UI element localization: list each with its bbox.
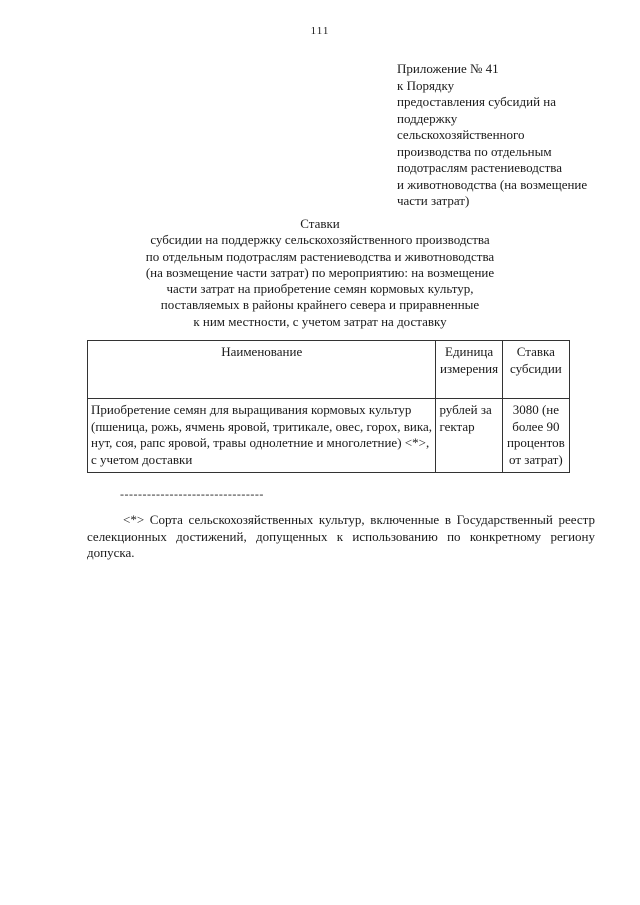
title-heading: Ставки xyxy=(300,216,340,231)
appendix-line: Приложение № 41 xyxy=(397,61,499,76)
appendix-line: производства по отдельным xyxy=(397,143,552,159)
header-name: Наименование xyxy=(88,341,436,399)
table-row xyxy=(88,399,570,473)
appendix-line: к Порядку xyxy=(397,77,455,93)
table-header-row xyxy=(88,341,570,399)
appendix-line: подотраслям растениеводства xyxy=(397,160,563,175)
appendix-reference xyxy=(397,61,612,210)
header-unit: Единица измерения xyxy=(436,341,502,399)
title-line: (на возмещение части затрат) по мероприятию: на возмещение xyxy=(145,264,495,280)
title-line: к ним местности, с учетом затрат на доставку xyxy=(193,313,447,329)
appendix-line: сельскохозяйственного xyxy=(397,127,525,142)
header-rate: Ставка субсидии xyxy=(502,341,569,399)
cell-rate: 3080 (не более 90 процентов от затрат) xyxy=(502,399,569,473)
rates-table xyxy=(87,340,570,473)
title-line: по отдельным подотраслям растениеводства и животноводства xyxy=(145,248,495,264)
document-title xyxy=(110,216,530,330)
footnote-text: <*> Сорта сельскохозяйственных культур, включенные в Государственный реестр селекционных достижений, допущенных к использованию по конкретному региону допуска. xyxy=(87,512,595,560)
cell-name: Приобретение семян для выращивания кормовых культур (пшеница, рожь, ячмень яровой, тритикале, овес, горох, вика, нут, соя, рапс яровой, травы однолетние и многолетние) <*>, с учетом доставки xyxy=(88,399,436,473)
title-line: части затрат на приобретение семян кормовых культур, xyxy=(166,281,474,297)
appendix-line: поддержку xyxy=(397,110,458,126)
page-number: 111 xyxy=(310,25,330,37)
appendix-line: и животноводства (на возмещение xyxy=(397,176,588,192)
title-line: поставляемых в районы крайнего севера и приравненные xyxy=(160,297,480,313)
appendix-line: части затрат) xyxy=(397,193,470,208)
footnote-divider: -------------------------------- xyxy=(120,487,264,501)
cell-unit: рублей за гектар xyxy=(436,399,502,473)
appendix-line: предоставления субсидий на xyxy=(397,94,557,109)
title-line: субсидии на поддержку сельскохозяйственного производства xyxy=(150,232,490,248)
